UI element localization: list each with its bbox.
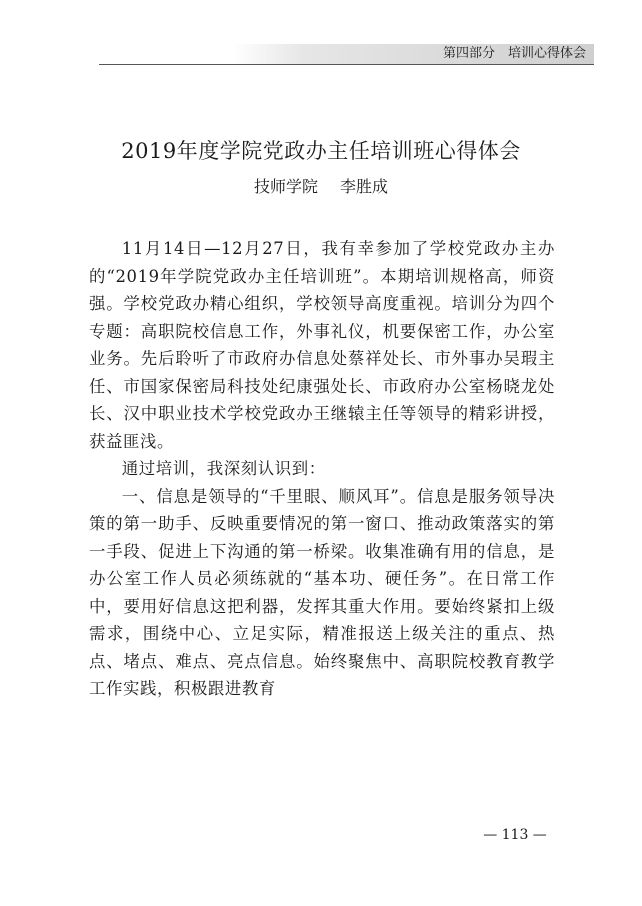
author-name: 李胜成 (340, 177, 389, 196)
paragraph: 11月14日—12月27日，我有幸参加了学校党政办主办的“2019年学院党政办主任培训班”。本期培训规格高，师资强。学校党政办精心组织，学校领导高度重视。培训分为四个专题：高职院校信息工作，外事礼仪，机要保密工作，办公室业务。先后聆听了市政府办信息处蔡祥处长、市外事办吴瑕主任、市国家保密局科技处纪康强处长、市政府办公室杨晓龙处长、汉中职业技术学校党政办王继辕主任等领导的精彩讲授，获益匪浅。 (89, 239, 555, 451)
article-title: 2019年度学院党政办主任培训班心得体会 (121, 139, 521, 163)
page-number: — 113 — (483, 827, 547, 843)
header-rule (99, 64, 594, 65)
author-org: 技师学院 (253, 177, 318, 196)
paragraph: 一、信息是领导的“千里眼、顺风耳”。信息是服务领导决策的第一助手、反映重要情况的第一窗口、推动政策落实的第一手段、促进上下沟通的第一桥梁。收集准确有用的信息，是办公室工作人员必须练就的“基本功、硬任务”。在日常工作中，要用好信息这把利器，发挥其重大作用。要始终紧扣上级需求，围绕中心、立足实际，精准报送上级关注的重点、热点、堵点、难点、亮点信息。始终聚焦中、高职院校教育教学工作实践，积极跟进教育 (89, 486, 555, 698)
article-body (89, 235, 555, 703)
paragraph: 通过培训，我深刻认识到： (121, 459, 326, 478)
running-header (232, 44, 594, 64)
running-header-text: 第四部分 培训心得体会 (442, 46, 586, 61)
author-line (0, 176, 642, 198)
